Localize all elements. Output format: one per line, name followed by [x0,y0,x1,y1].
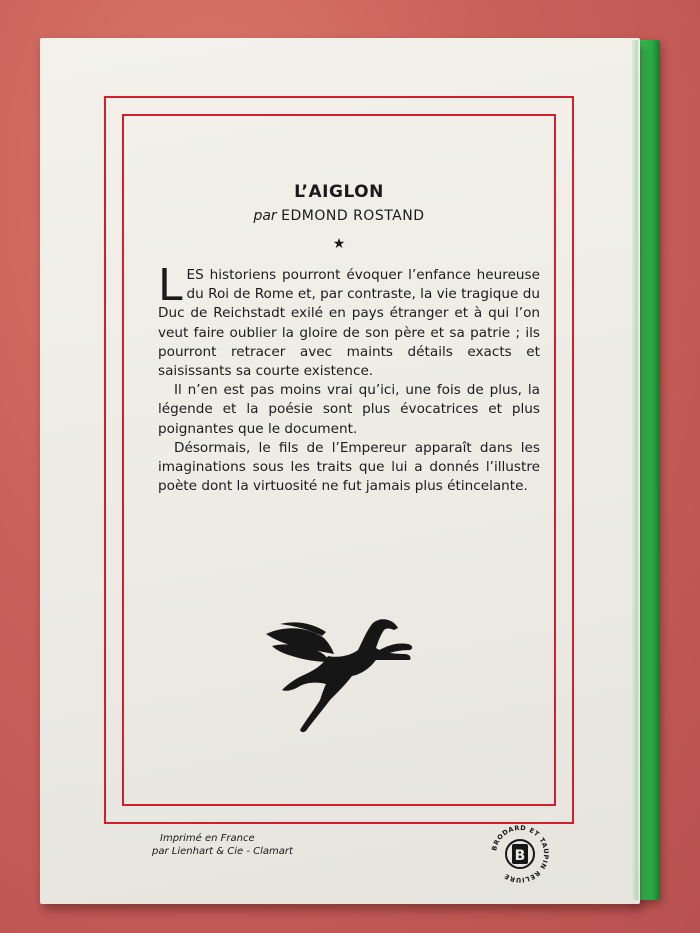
printer-line-2: par Lienhart & Cie - Clamart [152,846,293,857]
blurb-paragraph-3: Désormais, le fils de l’Empereur apparaît dans les imaginations sous les traits que lui a donnés l’illustre poète dont la virtuosité ne fut jamais plus étincelante. [158,439,540,495]
blurb-text [158,260,540,496]
printer-line-1: Imprimé en France [160,833,255,844]
binder-badge-icon [486,820,554,888]
book-title: L’AIGLON [294,182,384,202]
spine-edge [632,40,638,900]
pegasus-logo-icon [258,612,418,742]
blurb-paragraph-2: Il n’en est pas moins vrai qu’ici, une fois de plus, la légende et la poésie sont plus évocatrices et plus poignantes que le document. [158,382,540,437]
dropcap: L [158,260,183,311]
blurb-paragraph-1 [158,260,540,381]
paragraph-1-text: ES historiens pourront évoquer l’enfance heureuse du Roi de Rome et, par contraste, la vie tragique du Duc de Reichstadt exilé en pays étranger et à qui l’on veut faire oublier la gloire de son père et sa patrie ; ils pourront retracer avec maints détails exacts et saisissants sa courte existence. [158,267,540,380]
author-prefix: par [253,208,277,224]
book-author [122,208,556,224]
separator-star: ★ [332,236,346,252]
printer-imprint [152,832,293,858]
author-name: EDMOND ROSTAND [281,208,425,224]
badge-text: BRODARD ET TAUPIN RELIURE [490,823,551,885]
badge-letter: B [514,848,526,864]
